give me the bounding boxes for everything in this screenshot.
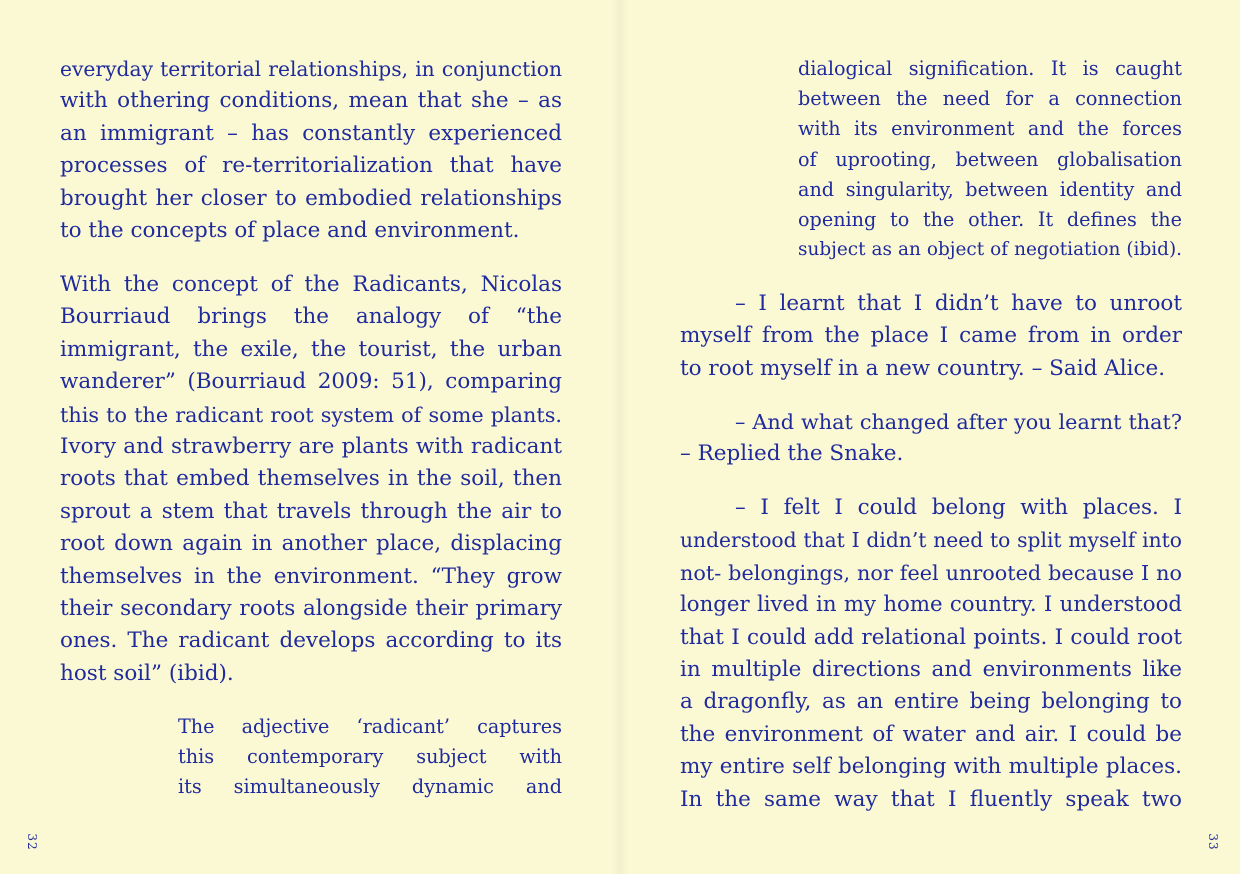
text-line: themselves in the environment. “They grow [60, 563, 562, 589]
quote-line: of uprooting, between globalisation [798, 147, 1182, 171]
text-line: sprout a stem that travels through the air to [60, 498, 562, 524]
text-line: wanderer” (Bourriaud 2009: 51), comparing [60, 369, 562, 395]
quote-line: dialogical signification. It is caught [798, 57, 1182, 80]
text-line: With the concept of the Radicants, Nicolas [60, 272, 562, 297]
text-line: the environment of water and air. I could be [680, 721, 1182, 747]
quote-line: The adjective ‘radicant’ captures [178, 715, 562, 738]
text-line: – Replied the Snake. [680, 441, 904, 467]
text-line: – And what changed after you learnt that? [735, 410, 1182, 434]
right-paragraph-3 [680, 492, 1182, 816]
text-line: – I felt I could belong with places. I [735, 495, 1182, 520]
text-line: Ivory and strawberry are plants with radicant [60, 433, 562, 459]
text-line: this to the radicant root system of some plants. [60, 402, 562, 427]
text-line: Bourriaud brings the analogy of “the [60, 304, 562, 330]
quote-line: this contemporary subject with [178, 745, 562, 769]
text-line: immigrant, the exile, the tourist, the urban [60, 336, 562, 362]
text-line: to the concepts of place and environment. [60, 217, 520, 243]
text-line: host soil” (ibid). [60, 660, 234, 686]
text-line: understood that I didn’t need to split myself into [680, 528, 1182, 553]
text-line: a dragonfly, as an entire being belonging to [680, 689, 1182, 715]
quote-line: its simultaneously dynamic and [178, 775, 562, 799]
text-line: – I learnt that I didn’t have to unroot [735, 291, 1182, 316]
quote-line: and singularity, between identity and [798, 177, 1182, 201]
text-line: In the same way that I fluently speak two [680, 786, 1182, 812]
text-line: processes of re-territorialization that have [60, 153, 562, 179]
text-line: not- belongings, nor feel unrooted because I no [680, 560, 1182, 585]
text-line: an immigrant – has constantly experienced [60, 120, 562, 146]
text-line: to root myself in a new country. – Said Alice. [680, 355, 1166, 381]
text-line: brought her closer to embodied relationships [60, 185, 562, 211]
quote-line: subject as an object of negotiation (ibid). [798, 239, 1182, 261]
text-line: root down again in another place, displacing [60, 531, 562, 557]
text-line: that I could add relational points. I could root [680, 624, 1182, 650]
text-line: ones. The radicant develops according to its [60, 628, 562, 654]
quote-line: opening to the other. It defines the [798, 207, 1182, 231]
quote-line: between the need for a connection [798, 87, 1182, 111]
left-block-quote [178, 712, 562, 803]
text-line: their secondary roots alongside their primary [60, 595, 562, 621]
text-line: myself from the place I came from in order [680, 323, 1182, 349]
right-paragraph-1 [680, 288, 1182, 385]
text-line: in multiple directions and environments like [680, 656, 1182, 682]
right-block-quote [798, 54, 1182, 265]
page-number-right: 33 [1206, 833, 1220, 851]
text-line: my entire self belonging with multiple places. [680, 754, 1182, 780]
left-paragraph-1 [60, 53, 562, 247]
right-page [620, 0, 1240, 874]
page-number-left: 32 [25, 833, 39, 851]
text-line: with othering conditions, mean that she – as [60, 88, 562, 114]
text-line: longer lived in my home country. I understood [680, 592, 1182, 618]
right-paragraph-2 [680, 406, 1182, 471]
left-paragraph-2 [60, 269, 562, 690]
text-line: everyday territorial relationships, in conjunction [60, 57, 562, 81]
quote-line: with its environment and the forces [798, 117, 1182, 141]
text-line: roots that embed themselves in the soil, then [60, 466, 562, 492]
